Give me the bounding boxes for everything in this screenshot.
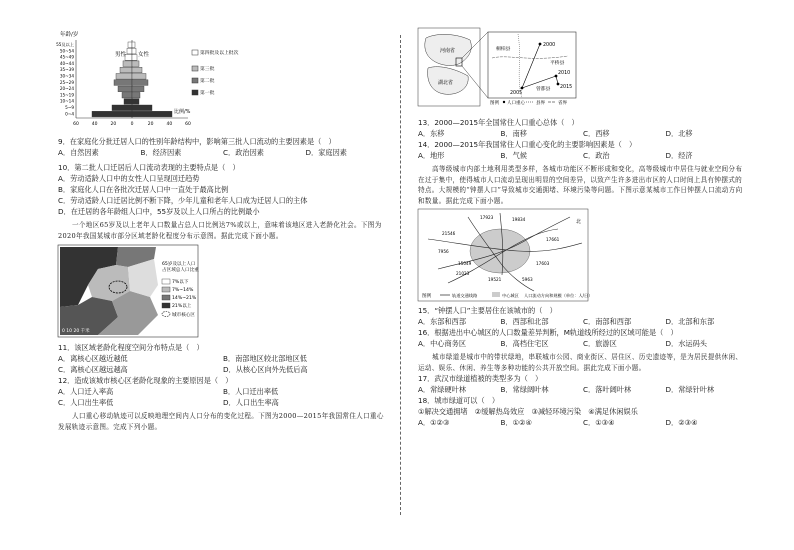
q9-options <box>58 147 388 158</box>
q15-option-b[interactable]: B．西部和北部 <box>500 317 549 326</box>
pyramid-x-tick: 60 <box>185 122 191 127</box>
label-henan: 河南省 <box>440 48 456 54</box>
pyramid-y-tick: 55及以上 <box>56 42 74 47</box>
commuter-value: 17923 <box>480 215 494 220</box>
q15-option-a[interactable]: A．东部和西部 <box>418 317 467 326</box>
pyramid-x-tick: 40 <box>91 122 98 127</box>
pyramid-y-tick: 25~29 <box>59 79 74 85</box>
pyramid-bar-male <box>124 99 132 105</box>
commuter-value: 19521 <box>488 277 502 282</box>
q15-option-d[interactable]: D．北部和东部 <box>665 317 715 326</box>
map-legend-title: 65岁及以上人口占区域总人口比重 <box>162 262 199 273</box>
pyramid-legend <box>192 49 239 96</box>
q16-option-c[interactable]: C．旅游区 <box>583 339 617 348</box>
pyramid-bar-male <box>122 92 132 98</box>
pyramid-y-tick: 35~39 <box>59 67 74 73</box>
passage-aging: 一个地区65岁及以上老年人口数量占总人口比例达7%或以上，意味着该地区进入老龄化社会。下图为2020年我国某城市部分区域老龄化程度分布示意图。据此完成下面小题。 <box>58 221 382 240</box>
q11-options-row2 <box>58 364 388 375</box>
label-center: 人口重心 <box>507 101 525 106</box>
pyramid-bar-female <box>132 80 148 86</box>
commuter-value: 21023 <box>456 271 470 276</box>
commuter-value: 17603 <box>536 261 550 266</box>
pyramid-bar-female <box>132 92 140 98</box>
commuter-value: 5963 <box>522 277 533 282</box>
pyramid-bar-male <box>120 67 132 73</box>
population-pyramid-chart <box>58 28 248 128</box>
pyramid-y-tick: 20~24 <box>59 86 74 92</box>
passage-population-center: 人口重心移动轨迹可以反映地理空间内人口分布的变化过程。下图为2000—2015年我国常住人口重心发展轨迹示意图。完成下列小题。 <box>58 412 384 431</box>
question-18: 18．城市绿道可以（ ） <box>418 396 500 405</box>
pyramid-bar-female <box>132 74 146 80</box>
q11-option-c[interactable]: C．离核心区越远越高 <box>58 365 128 374</box>
commuter-value: 7956 <box>438 249 449 254</box>
label-county: 县界 <box>536 101 545 106</box>
q14-option-a[interactable]: A．地形 <box>418 151 445 160</box>
q14-option-b[interactable]: B．气候 <box>500 151 527 160</box>
q15-options <box>418 316 748 327</box>
q16-options <box>418 338 748 349</box>
pyramid-y-ticks <box>56 41 74 116</box>
question-9: 9．在家庭化分批迁居人口的性别年龄结构中，影响第三批人口流动的主要因素是（ ） <box>58 137 336 146</box>
map-legend-2: 7%~14% <box>172 288 194 293</box>
pyramid-x-tick: 0 <box>130 122 134 127</box>
label-hubei: 湖北省 <box>438 80 454 86</box>
q12-option-d[interactable]: D．人口出生率高 <box>223 398 279 407</box>
pyramid-bar-female <box>132 61 139 67</box>
north-arrow: 北 <box>576 219 582 225</box>
q15-option-c[interactable]: C．南部和西部 <box>583 317 632 326</box>
q10-option-b[interactable]: B．家庭化人口在各批次迁居人口中一直处于最高比例 <box>58 185 229 194</box>
pyramid-bar-male <box>128 42 132 48</box>
q17-options <box>418 384 748 395</box>
pyramid-bar-female <box>132 48 136 54</box>
q17-option-c[interactable]: C．落叶阔叶林 <box>583 385 632 394</box>
map-legend-1: 7%以下 <box>172 280 189 285</box>
pyramid-y-title: 年龄/岁 <box>60 32 79 38</box>
female-label: 女性 <box>138 52 150 58</box>
question-14: 14．2000—2015年我国常住人口重心变化的主要影响因素是（ ） <box>418 140 637 149</box>
q18-option-a[interactable]: A．①②③ <box>418 418 450 427</box>
q12-option-a[interactable]: A．人口迁入率高 <box>58 387 114 396</box>
question-11: 11．该区域老龄化程度空间分布特点是（ ） <box>58 343 204 352</box>
commuter-legend-rail: 轨道交通线路 <box>452 293 478 298</box>
pyramid-bar-female <box>132 55 137 61</box>
legend-batch4: 第四批及以上批次 <box>200 51 239 56</box>
pyramid-bar-male <box>114 80 132 86</box>
pyramid-bar-male <box>123 61 132 67</box>
pyramid-bar-female <box>132 86 144 92</box>
pyramid-bar-male <box>92 111 132 117</box>
pyramid-y-tick: 5~9 <box>65 105 74 110</box>
label-province: 省界 <box>558 101 567 106</box>
legend-batch3: 第三批 <box>200 67 215 72</box>
q10-option-d[interactable]: D．在迁居的各年龄组人口中，55岁及以上人口所占的比例最小 <box>58 207 260 216</box>
pyramid-y-tick: 10~14 <box>59 98 74 104</box>
question-10: 10．第二批人口迁居后人口流动表现的主要特点是（ ） <box>58 163 240 172</box>
pyramid-bar-female <box>132 111 172 117</box>
label-pingqiao: 平桥县 <box>550 61 565 66</box>
legend-batch2: 第二批 <box>200 79 215 84</box>
q16-option-a[interactable]: A．中心商务区 <box>418 339 467 348</box>
pyramid-x-tick: 20 <box>147 122 154 127</box>
passage-commuters: 高等级城市内部土地利用类型多样，各城市功能区不断形成和变化，高等级城市中居住与就业空间分布在过于集中，使得城市人口流动呈现出明显的空间差异，以致产生许多进出市区的人口时间上具有钟摆式的特点。大规模的“钟摆人口”导致城市交通拥堵、环境污染等问题。下图示意某城市工作日钟摆人口流动方向和数量。据此完成下面小题。 <box>418 165 743 205</box>
pyramid-bar-female <box>132 105 152 111</box>
commuter-legend-center: 中心城区 <box>502 293 519 298</box>
label-tongbai: 桐柏县 <box>496 47 511 52</box>
q14-options <box>418 150 748 161</box>
q18-options <box>418 417 748 428</box>
commuter-legend-label: 图例 <box>422 294 432 299</box>
pyramid-y-tick: 0~4 <box>65 111 74 117</box>
question-12: 12．造成该城市核心区老龄化现象的主要原因是（ ） <box>58 376 233 385</box>
q16-option-b[interactable]: B．高档住宅区 <box>500 339 549 348</box>
q18-option-b[interactable]: B．①②④ <box>500 418 532 427</box>
aging-map <box>58 245 198 337</box>
pyramid-bar-male <box>116 74 132 80</box>
pyramid-bar-male <box>118 86 132 92</box>
year-2000: 2000 <box>543 43 556 48</box>
pyramid-bar-male <box>125 55 132 61</box>
q12-options-row1 <box>58 386 388 397</box>
question-15: 15．“钟摆人口”主要居住在该城市的（ ） <box>418 306 557 315</box>
pyramid-bar-male <box>112 105 132 111</box>
q18-items: ①解决交通拥堵 ②缓解热岛效应 ③减轻环境污染 ④满足休闲娱乐 <box>418 407 638 416</box>
pyramid-x-tick: 60 <box>73 122 79 127</box>
label-legend: 图例 <box>490 101 499 106</box>
year-2015: 2015 <box>560 85 573 90</box>
map-scale: 0 10 20 千米 <box>62 329 90 334</box>
pyramid-y-tick: 30~34 <box>59 73 74 79</box>
map-legend-4: 21%以上 <box>172 304 192 309</box>
commuter-value: 15049 <box>458 261 472 266</box>
q18-option-d[interactable]: D．②③④ <box>665 418 698 427</box>
pyramid-x-tick: 40 <box>166 122 173 127</box>
pyramid-bar-female <box>132 42 135 48</box>
pyramid-bar-female <box>132 67 142 73</box>
pyramid-y-tick: 50~54 <box>59 48 74 54</box>
q13-option-a[interactable]: A．东移 <box>418 129 445 138</box>
legend-batch1: 第一批 <box>200 91 215 96</box>
label-zengdu: 曾都县 <box>536 87 551 92</box>
question-13: 13．2000—2015年全国常住人口重心总体（ ） <box>418 118 579 127</box>
q17-option-a[interactable]: A．常绿硬叶林 <box>418 385 467 394</box>
right-column <box>418 28 748 428</box>
pyramid-x-unit: 比例/% <box>174 109 191 115</box>
commuter-value: 17661 <box>546 237 560 242</box>
q12-options-row2 <box>58 397 388 408</box>
column-divider <box>400 35 402 515</box>
q17-option-d[interactable]: D．常绿针叶林 <box>665 385 715 394</box>
map-legend-5: 城市核心区 <box>172 313 195 318</box>
year-2010: 2010 <box>558 71 571 76</box>
pyramid-y-tick: 15~19 <box>59 92 74 98</box>
q16-option-d[interactable]: D．水运码头 <box>665 339 707 348</box>
pyramid-bar-male <box>127 48 132 54</box>
commuter-value: 21546 <box>442 231 456 236</box>
pyramid-y-tick: 40~44 <box>59 60 74 66</box>
q17-option-b[interactable]: B．常绿阔叶林 <box>500 385 549 394</box>
commuter-legend-flow: 人口流动方向和规模（单位：人/日） <box>524 293 593 298</box>
q11-options-row1 <box>58 353 388 364</box>
q10-option-c[interactable]: C．劳动适龄人口迁居比例不断下降，少年儿童和老年人口成为迁居人口的主体 <box>58 196 308 205</box>
q13-option-b[interactable]: B．南移 <box>500 129 527 138</box>
left-column <box>58 28 388 432</box>
year-2005: 2005 <box>510 91 523 96</box>
q12-option-c[interactable]: C．人口出生率低 <box>58 398 114 407</box>
passage-greenway: 城市绿道是城市中的带状绿地，串联城市公园、商业街区、居住区、历史遗迹等，是为居民提供休闲、运动、娱乐、休闲、养生等多种功能的公共开放空间。据此完成下面小题。 <box>418 353 743 372</box>
q9-option-b[interactable]: B．经济因素 <box>140 148 182 157</box>
q18-option-c[interactable]: C．①③④ <box>583 418 615 427</box>
q12-option-b[interactable]: B．人口迁出率低 <box>223 387 279 396</box>
q11-option-d[interactable]: D．从核心区向外先低后高 <box>223 365 308 374</box>
q11-option-a[interactable]: A．离核心区越近越低 <box>58 354 128 363</box>
male-label: 男性 <box>115 52 127 58</box>
q14-option-d[interactable]: D．经济 <box>665 151 693 160</box>
question-17: 17．武汉市绿道植被的类型多为（ ） <box>418 374 543 383</box>
q9-option-a[interactable]: A．自然因素 <box>58 148 99 157</box>
q9-option-d[interactable]: D．家庭因素 <box>305 148 347 157</box>
q13-option-c[interactable]: C．西移 <box>583 129 610 138</box>
pyramid-x-tick: 20 <box>110 122 117 127</box>
q13-options <box>418 128 748 139</box>
question-16: 16．根据进出中心城区的人口数量差异判断，M轨道线所经过的区域可能是（ ） <box>418 328 678 337</box>
q11-option-b[interactable]: B．南部地区较北部地区低 <box>223 354 307 363</box>
q13-option-d[interactable]: D．北移 <box>665 129 693 138</box>
commuter-value: 19834 <box>512 217 526 222</box>
map-legend-3: 14%~21% <box>172 296 197 301</box>
q14-option-c[interactable]: C．政治 <box>583 151 610 160</box>
q10-option-a[interactable]: A．劳动适龄人口中的女性人口呈现回迁趋势 <box>58 174 200 183</box>
pyramid-y-tick: 45~49 <box>59 54 74 60</box>
commuter-map <box>418 209 593 301</box>
pyramid-x-ticks <box>73 121 191 127</box>
pyramid-bar-female <box>132 99 139 105</box>
q9-option-c[interactable]: C．政治因素 <box>223 148 264 157</box>
population-center-map <box>418 28 578 106</box>
